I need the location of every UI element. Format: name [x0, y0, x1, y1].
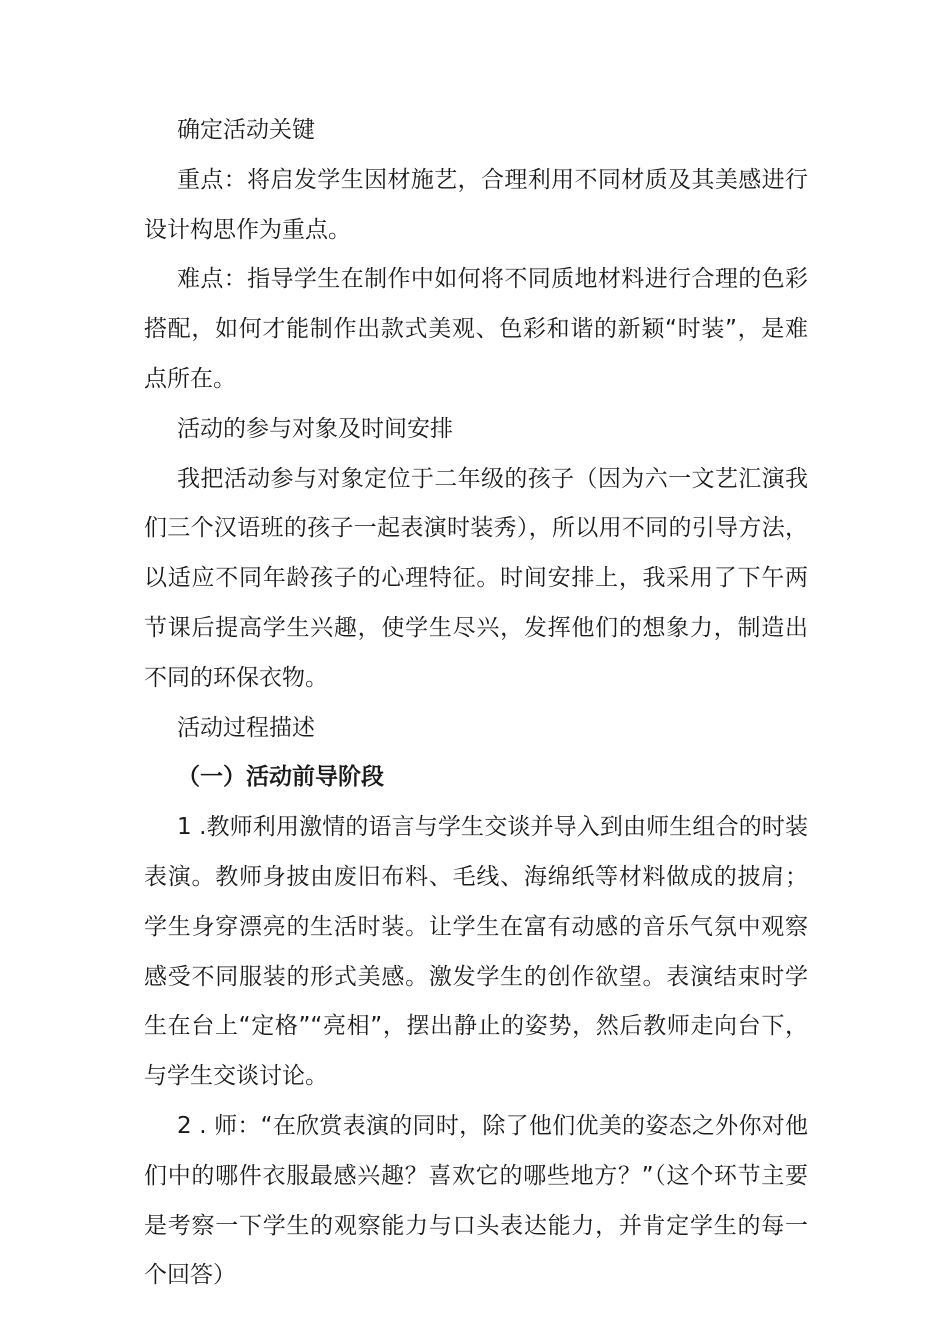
paragraph-participants: 我把活动参与对象定位于二年级的孩子（因为六一文艺汇演我们三个汉语班的孩子一起表演时装秀），所以用不同的引导方法，以适应不同年龄孩子的心理特征。时间安排上，我采用了下午两节课后提高学生兴趣，使学生尽兴，发挥他们的想象力，制造出不同的环保衣物。	[144, 465, 808, 691]
section-heading-participants: 活动的参与对象及时间安排	[177, 415, 453, 442]
paragraph-difficulty: 难点：指导学生在制作中如何将不同质地材料进行合理的色彩搭配，如何才能制作出款式美观、色彩和谐的新颖“时装”，是难点所在。	[144, 266, 808, 392]
paragraph-step-1: 1 .教师利用激情的语言与学生交谈并导入到由师生组合的时装表演。教师身披由废旧布料、毛线、海绵纸等材料做成的披肩；学生身穿漂亮的生活时装。让学生在富有动感的音乐气氛中观察感受不同服装的形式美感。激发学生的创作欲望。表演结束时学生在台上“定格”“亮相”，摆出静止的姿势，然后教师走向台下，与学生交谈讨论。	[144, 814, 808, 1090]
section-heading-key: 确定活动关键	[177, 117, 315, 143]
document-body	[144, 106, 808, 1301]
section-heading-process: 活动过程描述	[177, 714, 315, 741]
paragraph-step-2: 2 . 师：“在欣赏表演的同时，除了他们优美的姿态之外你对他们中的哪件衣服最感兴趣？喜欢它的哪些地方？”（这个环节主要是考察一下学生的观察能力与口头表达能力，并肯定学生的每一个回答）	[144, 1112, 808, 1289]
paragraph-key-point: 重点：将启发学生因材施艺，合理利用不同材质及其美感进行设计构思作为重点。	[144, 166, 808, 243]
stage-heading: （一）活动前导阶段	[177, 764, 384, 791]
